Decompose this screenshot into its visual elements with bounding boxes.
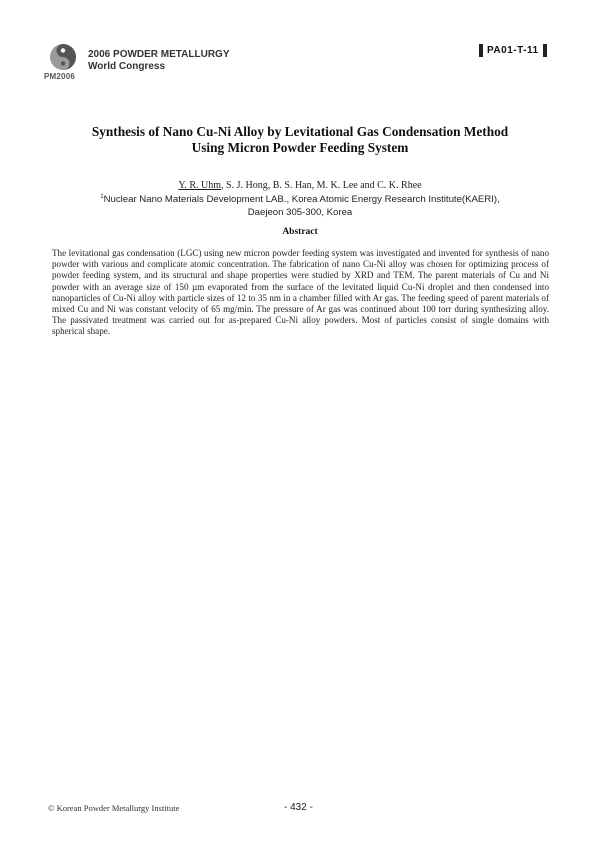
conference-line-2: World Congress <box>88 61 166 72</box>
conference-line-1: 2006 POWDER METALLURGY <box>88 49 230 60</box>
affiliation-line-2: Daejeon 305-300, Korea <box>247 206 353 218</box>
title-line-2: Using Micron Powder Feeding System <box>191 140 409 155</box>
paper-code-badge <box>479 43 547 57</box>
abstract-body: The levitational gas condensation (LGC) using new micron powder feeding system was investigated and invented for synthesis of nano powder with various and complicate atomic concentration. The fabrication of nano Cu-Ni alloy was chosen for optimizing process of powder feeding system, and its structural and shape properties were studied by XRD and TEM. The parent materials of Cu and Ni powder with an average size of 150 µm evaporated from the surface of the levitated liquid Cu-Ni droplet and then condensed into nanoparticles of Cu-Ni alloy with particle sizes of 12 to 35 nm in a chamber filled with Ar gas. The feeding speed of parent materials of mixed Cu and Ni was constant velocity of 65 mg/min. The pressure of Ar gas was continued about 100 torr during synthesizing alloy. The passivated treatment was carried out for as-prepared Cu-Ni alloy powders. Most of particles consist of single domains with spherical shape. <box>52 248 549 337</box>
title-line-1: Synthesis of Nano Cu-Ni Alloy by Levitational Gas Condensation Method <box>91 124 509 139</box>
author-list <box>40 180 560 191</box>
page-number: - 432 - <box>284 802 313 813</box>
abstract-heading: Abstract <box>282 227 318 237</box>
conference-logo <box>44 42 80 82</box>
co-authors: , S. J. Hong, B. S. Han, M. K. Lee and C. K. Rhee <box>221 180 422 191</box>
paper-title <box>40 124 560 156</box>
paper-code: PA01-T-11 <box>487 44 539 56</box>
swirl-logo-icon <box>48 42 78 72</box>
badge-bar-right <box>543 44 547 57</box>
logo-text: PM2006 <box>44 72 75 81</box>
copyright: © Korean Powder Metallurgy Institute <box>48 803 180 813</box>
conference-name <box>88 49 230 73</box>
badge-bar-left <box>479 44 483 57</box>
affiliation-text-1: Nuclear Nano Materials Development LAB., Korea Atomic Energy Research Institute(KAERI), <box>103 194 500 206</box>
affiliation <box>40 191 560 219</box>
presenting-author: Y. R. Uhm <box>178 180 222 191</box>
affiliation-line-1 <box>40 191 560 207</box>
affiliation-mark: 1 <box>100 194 104 200</box>
